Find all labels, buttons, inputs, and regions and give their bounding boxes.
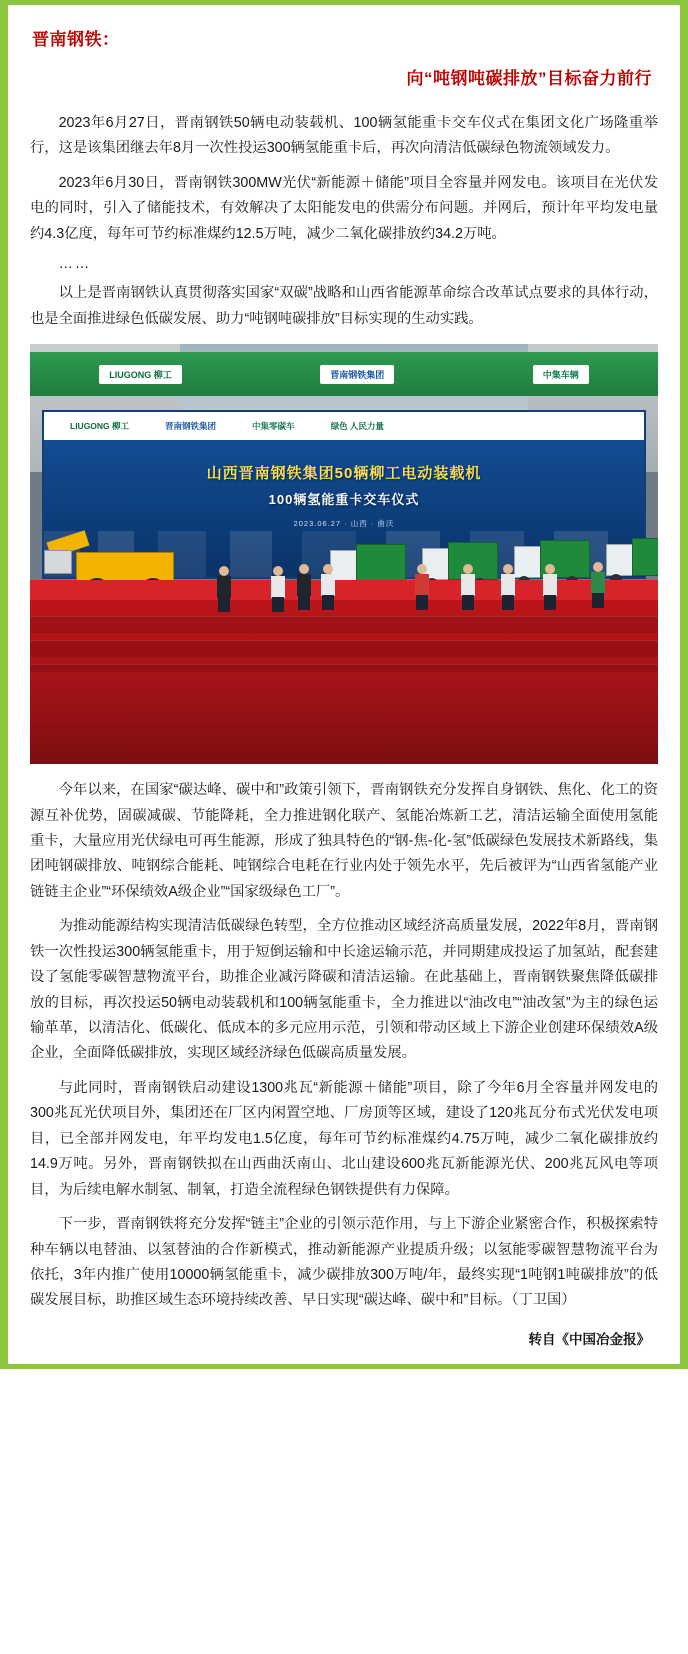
article-body — [8, 5, 680, 1364]
jinnan-steel-logo-icon: 晋南钢铁集团 — [320, 365, 394, 384]
attendee — [320, 564, 336, 610]
paragraph: 2023年6月30日，晋南钢铁300MW光伏“新能源＋储能”项目全容量并网发电。该项目在光伏发电的同时，引入了储能技术，有效解决了太阳能发电的供需分布问题。并网后，预计年平均发电量约4.3亿度，每年可节约标准煤约12.5万吨，减少二氧化碳排放约34.2万吨。 — [30, 174, 658, 242]
paragraph: 今年以来，在国家“碳达峰、碳中和”政策引领下，晋南钢铁充分发挥自身钢铁、焦化、化工的资源互补优势，固碳减碳、节能降耗，全力推进钢化联产、氢能冶炼新工艺，清洁运输全面使用氢能重卡，大量应用光伏绿电可再生能源，形成了独具特色的“钢-焦-化-氢”低碳绿色发展技术新路线，集团吨钢碳排放、吨钢综合能耗、吨钢综合电耗在行业内处于领先水平，先后被评为“山西省氢能产业链链主企业”“环保绩效A级企业”“国家级绿色工厂”。 — [30, 782, 658, 900]
page-title: 晋南钢铁： — [32, 30, 120, 49]
attendee — [460, 564, 476, 610]
jinnan-steel-logo-icon: 晋南钢铁集团 — [155, 417, 226, 435]
liugong-logo-icon: LIUGONG 柳工 — [60, 417, 139, 435]
attendee — [590, 562, 606, 608]
paragraph: 以上是晋南钢铁认真贯彻落实国家“双碳”战略和山西省能源革命综合改革试点要求的具体行动，也是全面推进绿色低碳发展、助力“吨钢吨碳排放”目标实现的生动实践。 — [30, 285, 658, 327]
stage-banner-date: 2023.06.27 · 山西 · 曲沃 — [293, 519, 395, 529]
attendee — [216, 566, 232, 612]
stage-banner-subtitle: 100辆氢能重卡交车仪式 — [268, 492, 420, 508]
page-subtitle: 向“吨钢吨碳排放”目标奋力前行 — [406, 69, 652, 88]
attendee — [500, 564, 516, 610]
paragraph: 为推动能源结构实现清洁低碳绿色转型，全方位推动区域经济高质量发展，2022年8月，晋南钢铁一次性投运300辆氢能重卡，用于短倒运输和中长途运输示范，并同期建成投运了加氢站，配套建设了氢能零碳智慧物流平台，助推企业减污降碳和清洁运输。在此基础上，晋南钢铁聚焦降低碳排放的目标，再次投运50辆电动装载机和100辆氢能重卡，全力推进以“油改电”“油改氢”为主的绿色运输革革，以清洁化、低碳化、低成本的多元应用示范，引领和带动区域上下游企业创建环保绩效A级企业，全面降低碳排放，实现区域经济绿色低碳高质量发展。 — [30, 918, 659, 1062]
attendee — [296, 564, 312, 610]
stage-banner-title: 山西晋南钢铁集团50辆柳工电动装载机 — [206, 465, 482, 483]
paragraph: 下一步，晋南钢铁将充分发挥“链主”企业的引领示范作用，与上下游企业紧密合作，积极探索特种车辆以电替油、以氢替油的合作新模式，推动新能源产业提质升级；以氢能零碳智慧物流平台为依托，3年内推广使用10000辆氢能重卡，减少碳排放300万吨/年，最终实现“1吨钢1吨碳排放”的低碳发展目标，助推区域生态环境持续改善、早日实现“碳达峰、碳中和”目标。（丁卫国） — [30, 1216, 658, 1309]
cimc-zero-carbon-logo-icon: 中集零碳车 — [242, 417, 305, 435]
photo-red-stage — [30, 580, 658, 764]
liugong-logo-icon: LIUGONG 柳工 — [99, 365, 182, 384]
attendee — [270, 566, 286, 612]
article-source: 转自《中国冶金报》 — [528, 1331, 650, 1347]
red-carpet — [30, 672, 658, 764]
cimc-logo-icon: 中集车辆 — [533, 365, 589, 384]
attendee — [414, 564, 430, 610]
stage-banner-logos — [44, 412, 644, 440]
paragraph: 与此同时，晋南钢铁启动建设1300兆瓦“新能源＋储能”项目，除了今年6月全容量并网发电的300兆瓦光伏项目外，集团还在厂区内闲置空地、厂房顶等区域，建设了120兆瓦分布式光伏发电项目，已全部并网发电，年平均发电1.5亿度，每年可节约标准煤约4.75万吨，减少二氧化碳排放约14.9万吨。另外，晋南钢铁拟在山西曲沃南山、北山建设600兆瓦新能源光伏、200兆瓦风电等项目，为后续电解水制氢、制氧，打造全流程绿色钢铁提供有力保障。 — [30, 1079, 658, 1198]
paragraph: 2023年6月27日，晋南钢铁50辆电动装载机、100辆氢能重卡交车仪式在集团文化广场隆重举行，这是该集团继去年8月一次性投运300辆氢能重卡后，再次向清洁低碳绿色物流领域发力。 — [30, 115, 658, 157]
ceremony-photo — [30, 344, 658, 764]
slogan-chip: 绿色 人民力量 — [321, 417, 394, 435]
paragraph-ellipsis: …… — [58, 256, 92, 273]
attendee — [542, 564, 558, 610]
photo-top-banner — [30, 352, 658, 396]
